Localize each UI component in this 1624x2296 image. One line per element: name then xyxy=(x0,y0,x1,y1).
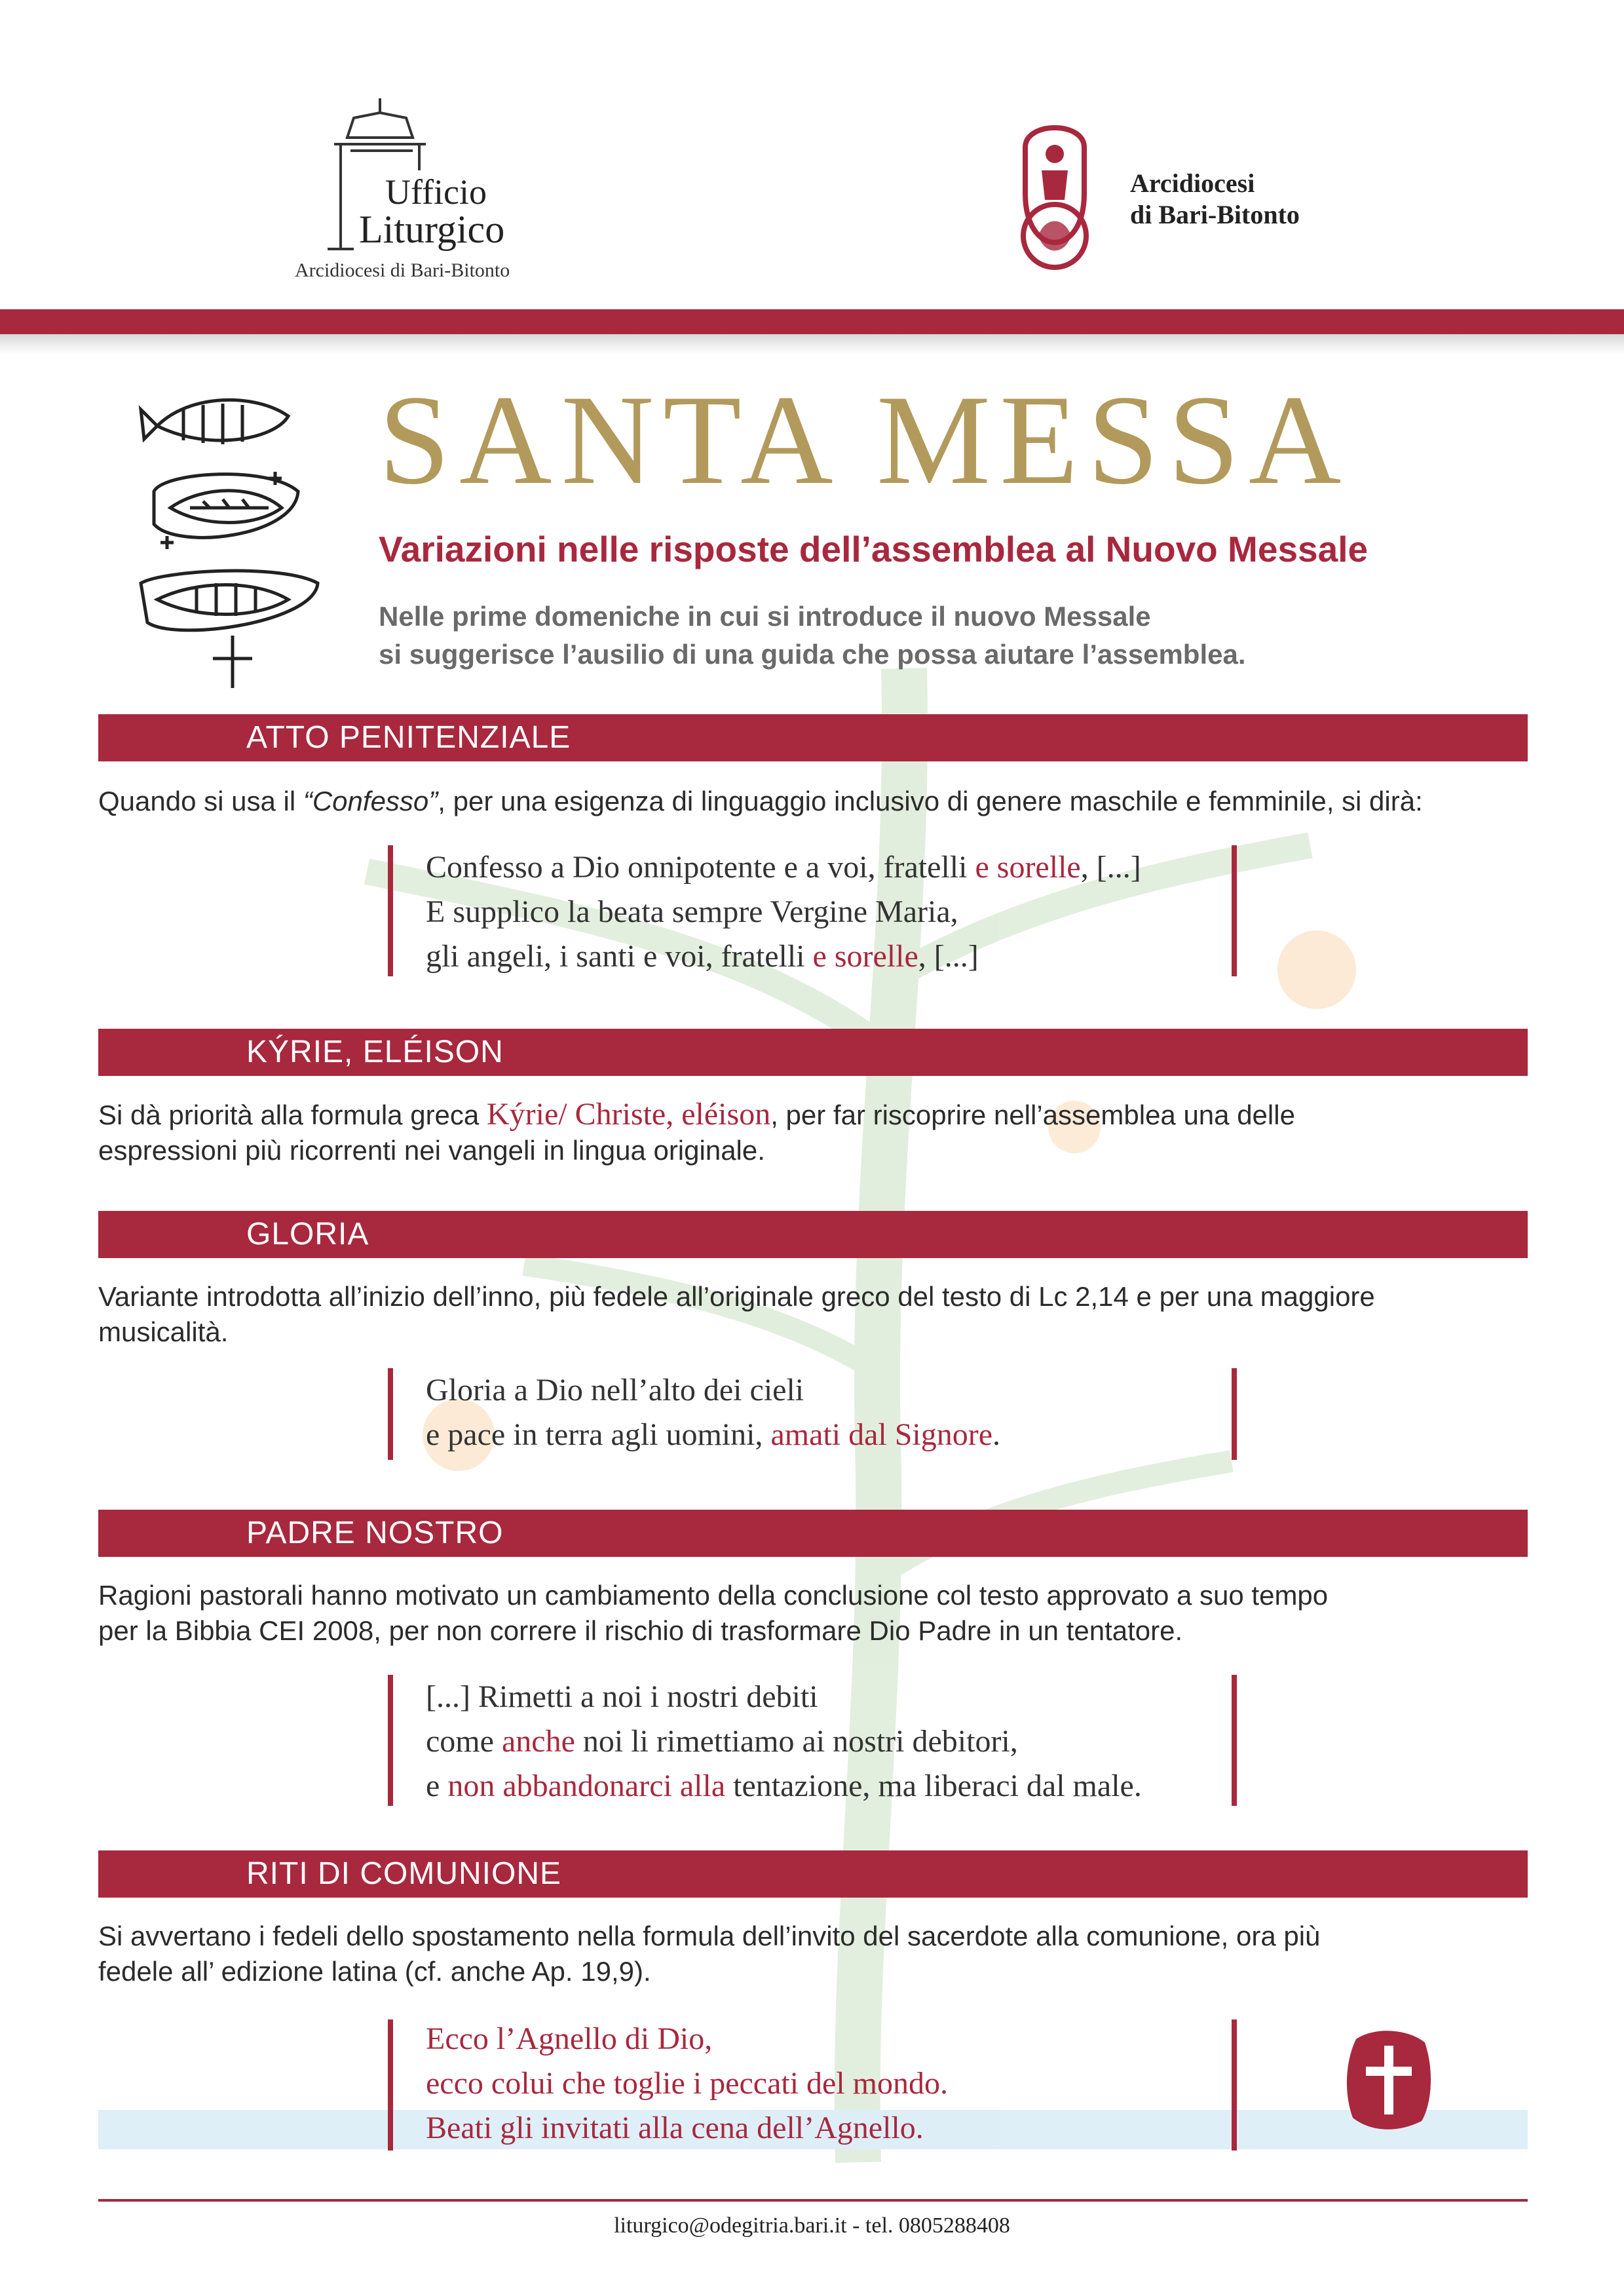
section-header-riti-di-comunione xyxy=(98,1850,1528,1898)
quote-line: e pace in terra agli uomini, amati dal Signore. xyxy=(426,1417,1001,1452)
quote-line: e non abbandonarci alla tentazione, ma liberaci dal male. xyxy=(426,1769,1142,1803)
section-title: ATTO PENITENZIALE xyxy=(246,720,571,755)
section-title: GLORIA xyxy=(246,1217,369,1252)
intro-text xyxy=(379,598,1246,674)
section-title: RITI DI COMUNIONE xyxy=(246,1856,561,1891)
quote-bar-right xyxy=(1232,845,1237,976)
quote-line: E supplico la beata sempre Vergine Maria, xyxy=(426,894,958,929)
quote-gloria xyxy=(426,1368,1000,1457)
quote-bar-right xyxy=(1232,1675,1237,1806)
quote-padre-nostro xyxy=(426,1675,1142,1808)
diocese-name-line2: di Bari-Bitonto xyxy=(1130,200,1300,229)
quote-line: gli angeli, i santi e voi, fratelli e sorelle, [...] xyxy=(426,939,979,974)
section-text-kyrie: Si dà priorità alla formula greca Kýrie/ Christe, eléison, per far riscoprire nell’assemblea una delle espressioni più ricorrenti nei vangeli in lingua originale. xyxy=(98,1097,1295,1166)
cross-stamp-icon xyxy=(1343,2026,1435,2132)
logo-left-subtitle: Arcidiocesi di Bari-Bitonto xyxy=(295,259,510,281)
section-header-atto-penitenziale xyxy=(98,714,1528,761)
quote-line: Ecco l’Agnello di Dio, xyxy=(426,2021,713,2056)
section-header-gloria xyxy=(98,1211,1528,1258)
quote-line: Beati gli invitati alla cena dell’Agnello. xyxy=(426,2111,924,2145)
logo-ufficio-text: Ufficio xyxy=(385,172,487,212)
page-title: SANTA MESSA xyxy=(379,369,1351,511)
section-header-kyrie xyxy=(98,1029,1528,1076)
footer-contact: liturgico@odegitria.bari.it - tel. 0805288408 xyxy=(614,2213,1010,2238)
header-band xyxy=(0,309,1624,334)
quote-bar-right xyxy=(1232,1368,1237,1460)
diocese-seal-icon xyxy=(1019,108,1091,288)
intro-line-1: Nelle prime domeniche in cui si introduce il nuovo Messale xyxy=(379,601,1151,632)
section-title: PADRE NOSTRO xyxy=(246,1516,504,1550)
page-subtitle: Variazioni nelle risposte dell’assemblea al Nuovo Messale xyxy=(379,529,1369,569)
quote-line: ecco colui che toglie i peccati del mondo. xyxy=(426,2066,949,2101)
logo-liturgico-text: Liturgico xyxy=(359,208,505,251)
intro-line-2: si suggerisce l’ausilio di una guida che possa aiutare l’assemblea. xyxy=(379,639,1246,670)
section-header-padre-nostro xyxy=(98,1510,1528,1557)
section-text-riti: Si avvertano i fedeli dello spostamento nella formula dell’invito del sacerdote alla comunione, ora più fedele all’ edizione latina (cf. anche Ap. 19,9). xyxy=(98,1921,1321,1987)
quote-line: [...] Rimetti a noi i nostri debiti xyxy=(426,1679,818,1714)
section-title: KÝRIE, ELÉISON xyxy=(246,1035,504,1069)
quote-line: Gloria a Dio nell’alto dei cieli xyxy=(426,1373,804,1407)
footer-divider xyxy=(98,2199,1528,2202)
quote-line: Confesso a Dio onnipotente e a voi, fratelli e sorelle, [...] xyxy=(426,850,1141,885)
quote-confesso xyxy=(426,845,1141,979)
quote-line: come anche noi li rimettiamo ai nostri debitori, xyxy=(426,1724,1018,1759)
quote-bar-left xyxy=(388,845,393,976)
quote-bar-left xyxy=(388,1675,393,1806)
fish-icon xyxy=(138,387,328,695)
section-text-atto: Quando si usa il “Confesso”, per una esigenza di linguaggio inclusivo di genere maschile e femminile, si dirà: xyxy=(98,786,1423,816)
quote-agnello xyxy=(426,2017,948,2151)
diocese-name xyxy=(1130,168,1300,231)
section-text-padre: Ragioni pastorali hanno motivato un cambiamento della conclusione col testo approvato a suo tempo per la Bibbia CEI 2008, per non correre il rischio di trasformare Dio Padre in un tentatore. xyxy=(98,1580,1329,1646)
section-text-gloria: Variante introdotta all’inizio dell’inno, più fedele all’originale greco del testo di Lc 2,14 e per una maggiore musicalità. xyxy=(98,1281,1375,1347)
header-band-shadow xyxy=(0,334,1624,354)
quote-bar-left xyxy=(388,1368,393,1460)
quote-bar-right xyxy=(1232,2019,1237,2151)
diocese-name-line1: Arcidiocesi xyxy=(1130,168,1255,198)
quote-bar-left xyxy=(388,2019,393,2151)
